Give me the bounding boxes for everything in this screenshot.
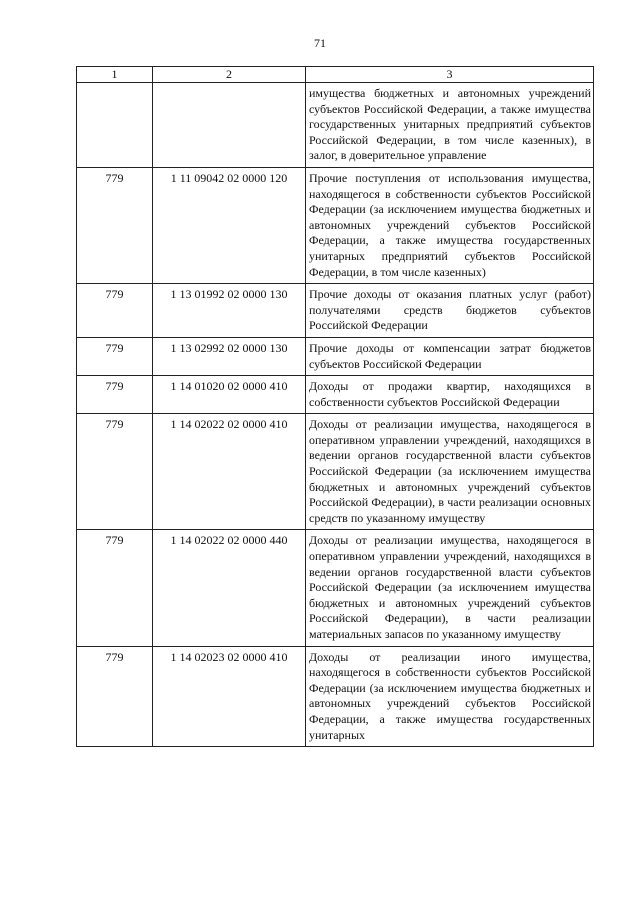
table-row bbox=[77, 284, 594, 338]
table-row bbox=[77, 376, 594, 414]
table-body bbox=[77, 67, 594, 747]
revenue-code-cell: 1 14 02022 02 0000 410 bbox=[153, 414, 306, 530]
revenue-code-cell: 1 11 09042 02 0000 120 bbox=[153, 167, 306, 283]
column-header-1: 1 bbox=[77, 67, 153, 83]
admin-code-cell: 779 bbox=[77, 646, 153, 747]
description-cell: Прочие доходы от компенсации затрат бюджетов субъектов Российской Федерации bbox=[306, 337, 594, 375]
revenue-code-cell: 1 14 02022 02 0000 440 bbox=[153, 530, 306, 646]
revenue-code-cell: 1 13 01992 02 0000 130 bbox=[153, 284, 306, 338]
description-cell: Доходы от реализации имущества, находящегося в оперативном управлении учреждений, находящихся в ведении органов государственной власти субъектов Российской Федерации (за исключением имущества бюджетных и автономных учреждений субъектов Российской Федерации), в части реализации материальных запасов по указанному имуществу bbox=[306, 530, 594, 646]
admin-code-cell: 779 bbox=[77, 376, 153, 414]
column-header-3: 3 bbox=[306, 67, 594, 83]
description-cell: имущества бюджетных и автономных учреждений субъектов Российской Федерации, а также имущества государственных унитарных предприятий субъектов Российской Федерации, в том числе казенных), в залог, в доверительное управление bbox=[306, 83, 594, 168]
description-cell: Прочие поступления от использования имущества, находящегося в собственности субъектов Российской Федерации (за исключением имущества бюджетных и автономных учреждений субъектов Российской Федерации, а также имущества государственных унитарных предприятий субъектов Российской Федерации, в том числе казенных) bbox=[306, 167, 594, 283]
admin-code-cell: 779 bbox=[77, 167, 153, 283]
admin-code-cell: 779 bbox=[77, 337, 153, 375]
table-header-row bbox=[77, 67, 594, 83]
description-cell: Доходы от продажи квартир, находящихся в собственности субъектов Российской Федерации bbox=[306, 376, 594, 414]
table-row bbox=[77, 337, 594, 375]
description-cell: Доходы от реализации имущества, находящегося в оперативном управлении учреждений, находящихся в ведении органов государственной власти субъектов Российской Федерации (за исключением имущества бюджетных и автономных учреждений субъектов Российской Федерации), в части реализации основных средств по указанному имуществу bbox=[306, 414, 594, 530]
revenue-code-cell: 1 14 02023 02 0000 410 bbox=[153, 646, 306, 747]
revenue-code-cell: 1 13 02992 02 0000 130 bbox=[153, 337, 306, 375]
table-row bbox=[77, 646, 594, 747]
admin-code-cell bbox=[77, 83, 153, 168]
revenue-codes-table bbox=[76, 66, 594, 747]
table-row bbox=[77, 530, 594, 646]
admin-code-cell: 779 bbox=[77, 414, 153, 530]
admin-code-cell: 779 bbox=[77, 284, 153, 338]
table-row bbox=[77, 167, 594, 283]
description-cell: Прочие доходы от оказания платных услуг (работ) получателями средств бюджетов субъектов Российской Федерации bbox=[306, 284, 594, 338]
revenue-code-cell bbox=[153, 83, 306, 168]
description-cell: Доходы от реализации иного имущества, находящегося в собственности субъектов Российской Федерации (за исключением имущества бюджетных и автономных учреждений субъектов Российской Федерации, а также имущества государственных унитарных bbox=[306, 646, 594, 747]
column-header-2: 2 bbox=[153, 67, 306, 83]
table-row bbox=[77, 83, 594, 168]
revenue-code-cell: 1 14 01020 02 0000 410 bbox=[153, 376, 306, 414]
page-number: 71 bbox=[314, 36, 326, 50]
admin-code-cell: 779 bbox=[77, 530, 153, 646]
table-row bbox=[77, 414, 594, 530]
